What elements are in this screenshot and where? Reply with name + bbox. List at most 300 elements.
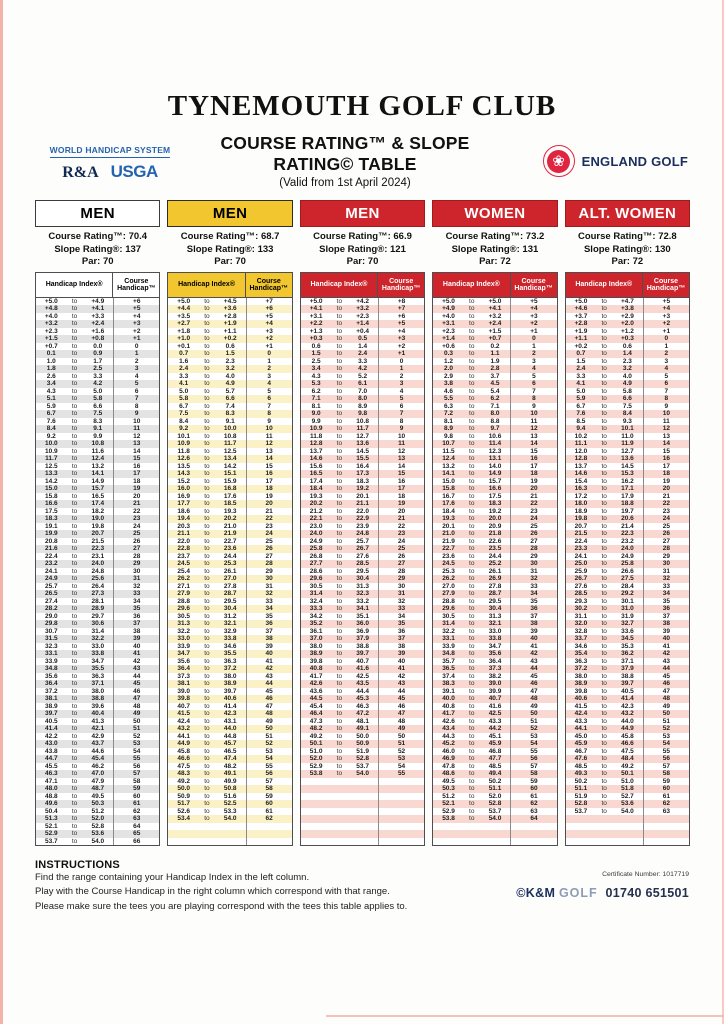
table-row (301, 365, 424, 373)
table-row (566, 560, 689, 568)
course-handicap-value: 58 (643, 770, 689, 778)
handicap-index-from: +3.5 (177, 312, 191, 320)
handicap-index-from: 27.0 (442, 582, 455, 590)
handicap-index-from: 42.6 (309, 680, 323, 688)
handicap-index-from: 24.5 (442, 560, 455, 568)
to-label: to (336, 635, 343, 643)
handicap-index-to: 0.9 (93, 350, 103, 358)
table-row-empty (301, 830, 424, 838)
table-row (566, 328, 689, 336)
table-row (168, 815, 291, 823)
handicap-index-to: 20.1 (356, 492, 369, 500)
handicap-index-to: 12.7 (356, 432, 369, 440)
to-label: to (469, 582, 475, 590)
handicap-index-to: 0.6 (622, 342, 632, 350)
handicap-index-from: 19.3 (309, 492, 323, 500)
handicap-index-to: 18.3 (356, 477, 369, 485)
table-row (301, 710, 424, 718)
handicap-index-from: 40.6 (574, 695, 588, 703)
to-label: to (469, 770, 475, 778)
to-label: to (336, 747, 343, 755)
handicap-index-from: 9.2 (46, 432, 56, 440)
course-handicap-value: 51 (246, 733, 292, 741)
handicap-index-from: 16.3 (574, 485, 588, 493)
course-handicap-value: 45 (510, 673, 556, 681)
to-label: to (71, 605, 78, 613)
handicap-index-from: 24.1 (44, 567, 58, 575)
handicap-index-from: 51.1 (574, 785, 588, 793)
table-row (433, 688, 556, 696)
table-row (168, 575, 291, 583)
table-row (36, 793, 159, 801)
handicap-index-from: 33.9 (442, 642, 455, 650)
handicap-index-from: 18.4 (309, 485, 323, 493)
table-row (301, 613, 424, 621)
to-label: to (71, 477, 78, 485)
table-row (433, 313, 556, 321)
course-handicap-value: 1 (378, 365, 424, 373)
course-handicap-value: 4 (113, 373, 159, 381)
handicap-index-from: 26.5 (44, 590, 58, 598)
course-handicap-value: 35 (643, 598, 689, 606)
table-row (433, 815, 556, 823)
table-row (566, 508, 689, 516)
to-label: to (71, 372, 78, 380)
course-handicap-value: 23 (510, 508, 556, 516)
course-handicap-value: 1 (643, 343, 689, 351)
table-header-row (168, 273, 291, 298)
course-handicap-value: 3 (113, 365, 159, 373)
course-handicap-value (510, 823, 556, 831)
handicap-index-from: 9.9 (311, 417, 321, 425)
to-label: to (71, 680, 78, 688)
handicap-index-to: 24.0 (621, 545, 634, 553)
course-handicap-value: 1 (246, 358, 292, 366)
handicap-index-to: 2.4 (358, 350, 368, 358)
handicap-index-from: 37.4 (442, 672, 455, 680)
handicap-index-from: +1.9 (574, 327, 588, 335)
table-row (36, 425, 159, 433)
table-row (433, 740, 556, 748)
course-handicap-value: 50 (643, 710, 689, 718)
handicap-index-to: +0.8 (91, 335, 105, 343)
to-label: to (71, 425, 78, 433)
table-row (36, 740, 159, 748)
to-label: to (204, 687, 210, 695)
table-row (433, 485, 556, 493)
handicap-index-from: 20.2 (309, 500, 323, 508)
handicap-index-from: 51.3 (44, 815, 58, 823)
course-handicap-value (643, 838, 689, 846)
course-handicap-value: 35 (378, 620, 424, 628)
table-row (168, 703, 291, 711)
course-handicap-value: 16 (643, 455, 689, 463)
course-handicap-value: 7 (113, 395, 159, 403)
handicap-index-to: 14.5 (621, 462, 634, 470)
course-handicap-value: 8 (643, 395, 689, 403)
to-label: to (469, 417, 475, 425)
table-row-empty (168, 838, 291, 846)
rating-columns (35, 200, 690, 846)
table-body (566, 298, 689, 846)
handicap-index-to: +2.0 (621, 320, 634, 328)
handicap-index-from: 45.0 (574, 732, 588, 740)
handicap-index-from: 11.5 (442, 447, 455, 455)
to-label: to (71, 762, 78, 770)
to-label: to (336, 530, 343, 538)
course-handicap-value: 35 (246, 613, 292, 621)
handicap-index-from: 14.3 (177, 470, 191, 478)
to-label: to (601, 410, 607, 418)
table-row (36, 605, 159, 613)
to-label: to (336, 657, 343, 665)
handicap-index-from: 53.4 (177, 815, 191, 823)
handicap-index-from: 33.7 (574, 635, 588, 643)
table-row (566, 530, 689, 538)
course-handicap-value: 10 (113, 418, 159, 426)
table-row (36, 328, 159, 336)
handicap-index-to: 20.6 (621, 515, 634, 523)
handicap-index-from: 2.0 (443, 365, 454, 373)
handicap-index-from (566, 823, 597, 831)
handicap-index-to: 31.3 (356, 582, 369, 590)
to-label: to (204, 537, 210, 545)
handicap-index-to: 38.0 (223, 672, 237, 680)
table-row (566, 410, 689, 418)
table-row (566, 478, 689, 486)
course-handicap-value: 61 (113, 800, 159, 808)
to-label: to (71, 522, 78, 530)
to-label (199, 838, 215, 846)
handicap-index-to: 36.4 (488, 657, 502, 665)
rating-column-3-men (300, 200, 425, 846)
to-label: to (71, 740, 78, 748)
to-label: to (204, 305, 210, 313)
course-handicap-value: 28 (510, 545, 556, 553)
handicap-index-from: +3.1 (309, 312, 323, 320)
table-row (36, 688, 159, 696)
handicap-index-header: Handicap Index® (575, 281, 633, 289)
course-handicap-value: 54 (378, 763, 424, 771)
course-handicap-value: 15 (113, 455, 159, 463)
handicap-index-to: 45.3 (356, 695, 369, 703)
course-handicap-value: 18 (510, 470, 556, 478)
handicap-index-from: 0.6 (311, 342, 321, 350)
course-handicap-value: 0 (510, 335, 556, 343)
handicap-index-to: 33.0 (91, 642, 105, 650)
table-row (301, 748, 424, 756)
handicap-index-from: +5.0 (177, 297, 191, 305)
handicap-index-to: 48.7 (91, 785, 105, 793)
handicap-index-to: 14.5 (356, 447, 369, 455)
course-handicap-value: 30 (378, 583, 424, 591)
to-label: to (469, 335, 475, 343)
table-row (566, 380, 689, 388)
to-label: to (204, 597, 210, 605)
handicap-index-from: 5.3 (311, 380, 321, 388)
handicap-index-to: 50.2 (488, 777, 502, 785)
to-label: to (204, 477, 210, 485)
handicap-index-to: 36.3 (91, 672, 105, 680)
handicap-index-from: 49.3 (574, 770, 588, 778)
handicap-index-from: 52.8 (574, 800, 588, 808)
course-handicap-value: 44 (510, 665, 556, 673)
table-row (433, 575, 556, 583)
course-handicap-value: 45 (113, 680, 159, 688)
handicap-index-to: 35.5 (223, 650, 237, 658)
to-label (199, 830, 215, 838)
handicap-index-to: 40.7 (356, 657, 369, 665)
table-row (566, 373, 689, 381)
handicap-index-to: 3.2 (622, 365, 632, 373)
course-handicap-value: 23 (113, 515, 159, 523)
to-label: to (601, 342, 607, 350)
handicap-index-to: 22.7 (223, 537, 237, 545)
course-handicap-value: 43 (643, 658, 689, 666)
table-title: COURSE RATING™ & SLOPE RATING© TABLE (220, 133, 470, 174)
handicap-index-from: 5.9 (576, 395, 586, 403)
course-handicap-value: +4 (510, 305, 556, 313)
to-label: to (469, 672, 475, 680)
handicap-index-from: 8.4 (46, 425, 56, 433)
course-handicap-header: Course Handicap™ (112, 273, 159, 297)
handicap-index-to: 40.6 (223, 695, 237, 703)
table-row-empty (433, 838, 556, 846)
course-handicap-value: 50 (378, 733, 424, 741)
course-handicap-value: 38 (246, 635, 292, 643)
table-row (301, 733, 424, 741)
to-label (464, 830, 480, 838)
handicap-index-to: 4.0 (225, 372, 235, 380)
handicap-index-from: 42.6 (442, 717, 455, 725)
handicap-index-from: 7.5 (179, 410, 189, 418)
to-label: to (336, 582, 343, 590)
to-label: to (71, 657, 78, 665)
to-label: to (204, 605, 210, 613)
handicap-index-from: 1.8 (46, 365, 56, 373)
to-label: to (469, 612, 475, 620)
handicap-index-from: +4.4 (177, 305, 191, 313)
to-label: to (204, 575, 210, 583)
handicap-index-to: 10.8 (356, 417, 369, 425)
course-handicap-value: 27 (113, 545, 159, 553)
to-label: to (469, 687, 475, 695)
table-row (301, 763, 424, 771)
handicap-index-to: 12.4 (91, 455, 105, 463)
course-handicap-value: 57 (510, 763, 556, 771)
table-row (566, 418, 689, 426)
to-label: to (336, 702, 343, 710)
handicap-index-to: 7.4 (225, 402, 235, 410)
handicap-index-to: 0.0 (93, 342, 103, 350)
to-label: to (336, 327, 343, 335)
handicap-index-from: 41.5 (177, 710, 191, 718)
table-header-row (36, 273, 159, 298)
table-row (433, 545, 556, 553)
table-row (301, 680, 424, 688)
handicap-index-to: 7.5 (622, 402, 632, 410)
handicap-index-from (433, 830, 464, 838)
table-row (36, 680, 159, 688)
handicap-index-to: 16.4 (356, 462, 369, 470)
table-row (36, 418, 159, 426)
table-row (566, 710, 689, 718)
table-row (36, 733, 159, 741)
handicap-index-from: +0.3 (309, 335, 323, 343)
to-label: to (336, 597, 343, 605)
handicap-index-from: 52.6 (177, 807, 191, 815)
to-label: to (71, 432, 78, 440)
to-label: to (469, 642, 475, 650)
table-row (36, 620, 159, 628)
handicap-index-from: 27.7 (309, 560, 323, 568)
table-row (301, 388, 424, 396)
course-handicap-value: 16 (246, 470, 292, 478)
handicap-index-to (215, 830, 246, 838)
handicap-index-to: 33.0 (488, 627, 502, 635)
handicap-index-from: 22.8 (177, 545, 191, 553)
handicap-index-to: 43.5 (356, 680, 369, 688)
handicap-index-to: 38.0 (91, 687, 105, 695)
table-row (566, 365, 689, 373)
handicap-index-to: 13.6 (356, 440, 369, 448)
course-handicap-value: 56 (113, 763, 159, 771)
handicap-index-from: 49.2 (309, 732, 323, 740)
handicap-index-to (215, 823, 246, 831)
handicap-index-from: 27.4 (44, 597, 58, 605)
to-label: to (601, 350, 607, 358)
course-handicap-value: 55 (113, 755, 159, 763)
handicap-index-to: 36.0 (356, 620, 369, 628)
handicap-index-to: 25.6 (91, 575, 105, 583)
to-label: to (204, 492, 210, 500)
to-label: to (204, 312, 210, 320)
to-label: to (204, 440, 210, 448)
handicap-index-from: 12.5 (44, 462, 58, 470)
handicap-index-from: 50.4 (44, 807, 58, 815)
course-handicap-value: 15 (510, 448, 556, 456)
handicap-index-from: 39.8 (309, 657, 323, 665)
to-label: to (601, 650, 607, 658)
handicap-index-from: 18.3 (44, 515, 58, 523)
course-handicap-value: 47 (378, 710, 424, 718)
handicap-index-to: 40.4 (91, 710, 105, 718)
to-label: to (71, 380, 78, 388)
to-label: to (469, 650, 475, 658)
handicap-index-to: 30.1 (621, 597, 634, 605)
to-label: to (469, 695, 475, 703)
table-row (301, 688, 424, 696)
handicap-index-from: 38.9 (574, 680, 588, 688)
handicap-index-to: 33.2 (356, 597, 369, 605)
table-row (301, 695, 424, 703)
to-label: to (469, 372, 475, 380)
table-row (301, 635, 424, 643)
table-row (36, 433, 159, 441)
subheader (40, 133, 688, 189)
handicap-index-to: 48.5 (488, 762, 502, 770)
handicap-index-from: 44.7 (44, 755, 58, 763)
table-row (168, 643, 291, 651)
handicap-index-to: 34.1 (356, 605, 369, 613)
course-handicap-value (246, 823, 292, 831)
handicap-index-to: 24.4 (223, 552, 237, 560)
course-handicap-value: 31 (643, 568, 689, 576)
handicap-index-to: 33.6 (621, 627, 634, 635)
to-label: to (336, 642, 343, 650)
handicap-index-to: 38.8 (91, 695, 105, 703)
to-label: to (204, 785, 210, 793)
handicap-index-from: +4.1 (309, 305, 323, 313)
course-handicap-value: 49 (510, 703, 556, 711)
to-label: to (469, 455, 475, 463)
to-label: to (469, 305, 475, 313)
course-handicap-value: 63 (510, 808, 556, 816)
to-label: to (469, 537, 475, 545)
handicap-index-from: 45.2 (442, 740, 455, 748)
handicap-index-from: 35.4 (574, 650, 588, 658)
handicap-index-to: 19.0 (91, 515, 105, 523)
to-label: to (204, 560, 210, 568)
course-handicap-value: 49 (113, 710, 159, 718)
table-row (36, 658, 159, 666)
table-row (36, 500, 159, 508)
to-label: to (204, 635, 210, 643)
table-row (566, 305, 689, 313)
to-label: to (71, 350, 78, 358)
course-handicap-value: +2 (113, 328, 159, 336)
table-row (301, 658, 424, 666)
handicap-index-to: 33.8 (488, 635, 502, 643)
course-handicap-header: Course Handicap™ (510, 273, 557, 297)
handicap-index-from: 39.8 (574, 687, 588, 695)
handicap-index-from: 7.1 (311, 395, 321, 403)
to-label: to (336, 320, 343, 328)
course-handicap-value: 53 (378, 755, 424, 763)
handicap-index-to: 26.9 (488, 575, 502, 583)
course-handicap-value: 9 (643, 403, 689, 411)
course-handicap-value: 14 (246, 455, 292, 463)
course-handicap-value: 28 (113, 553, 159, 561)
handicap-index-to: 4.5 (490, 380, 500, 388)
handicap-index-to: 49.1 (356, 725, 369, 733)
course-handicap-value: 19 (246, 493, 292, 501)
course-handicap-value: 25 (246, 538, 292, 546)
course-handicap-value: 46 (113, 688, 159, 696)
handicap-index-to: 13.4 (223, 455, 237, 463)
to-label: to (204, 387, 210, 395)
handicap-index-from: 0.7 (179, 350, 189, 358)
to-label: to (469, 597, 475, 605)
to-label: to (71, 770, 78, 778)
handicap-index-from: 23.6 (442, 552, 455, 560)
table-row (168, 560, 291, 568)
handicap-index-from: 43.0 (44, 740, 58, 748)
handicap-index-to: 47.0 (91, 770, 105, 778)
to-label: to (601, 680, 607, 688)
handicap-index-to: 35.1 (356, 612, 369, 620)
handicap-index-from: +3.1 (442, 320, 455, 328)
course-handicap-value: 41 (510, 643, 556, 651)
handicap-index-from: 39.0 (177, 687, 191, 695)
table-row (566, 755, 689, 763)
handicap-index-to: 37.9 (356, 635, 369, 643)
course-handicap-value: 29 (510, 553, 556, 561)
to-label: to (336, 545, 343, 553)
table-row (168, 508, 291, 516)
handicap-index-to: 27.3 (91, 590, 105, 598)
course-handicap-value (378, 785, 424, 793)
